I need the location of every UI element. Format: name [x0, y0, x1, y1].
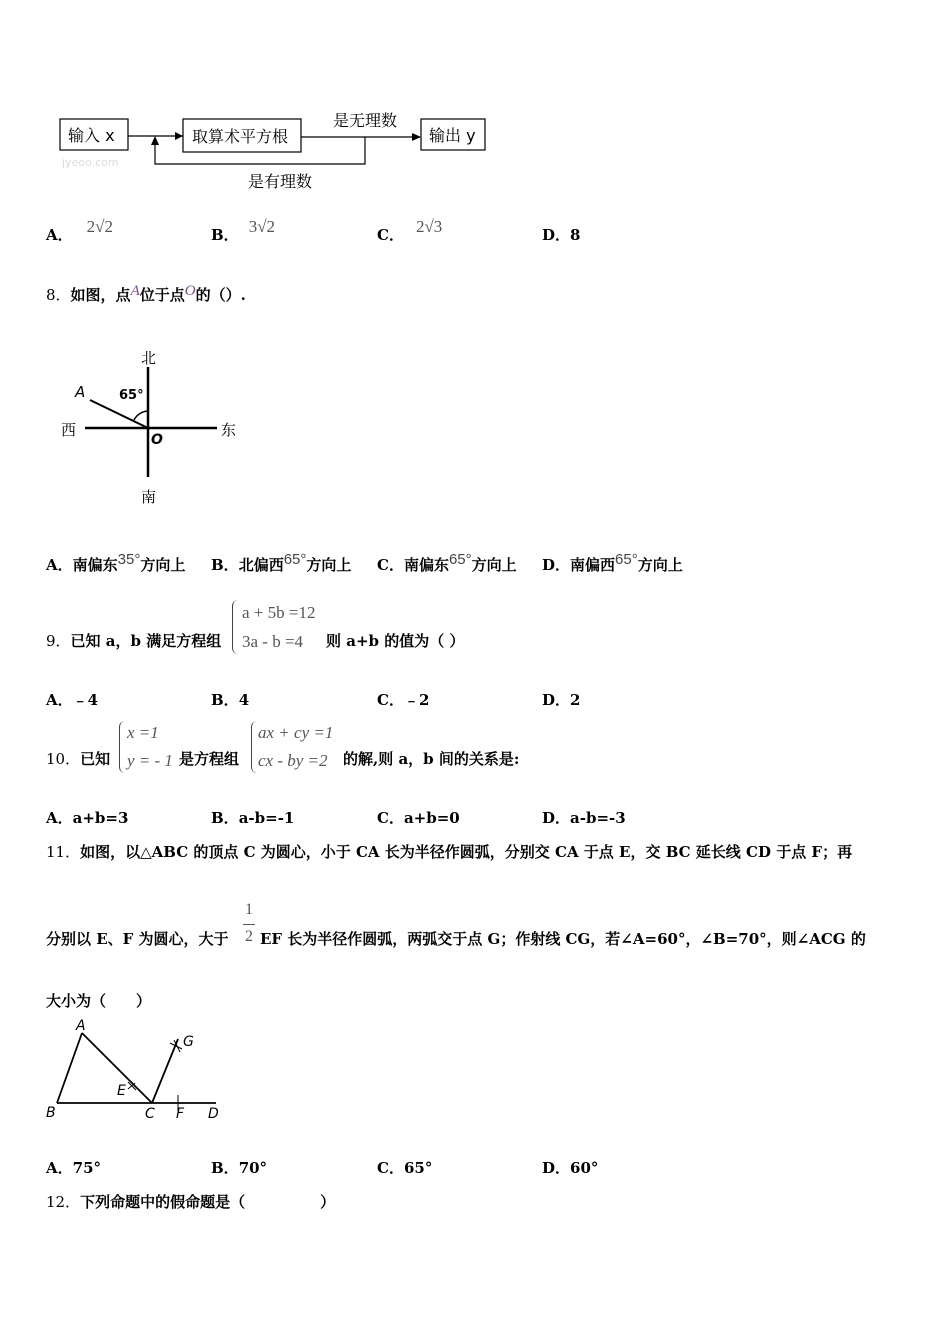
q10-eq1: ax + cy =1: [258, 723, 334, 742]
q10-stem-b: 是方程组: [179, 750, 240, 768]
q7-option-d[interactable]: D．8: [542, 226, 581, 244]
q11-option-c[interactable]: C．65°: [377, 1159, 433, 1177]
flowchart-process-label: 取算术平方根: [192, 127, 289, 146]
east-label: 东: [221, 421, 237, 439]
q10-option-b[interactable]: B．a-b=-1: [211, 809, 295, 827]
north-label: 北: [141, 349, 157, 367]
q11-fraction-bar: [243, 924, 255, 925]
q10-stem-c: 的解,则 a，b 间的关系是:: [343, 750, 520, 768]
q9-option-b[interactable]: B．4: [211, 691, 250, 709]
point-o-label: O: [151, 432, 163, 448]
q11-option-d[interactable]: D．60°: [542, 1159, 599, 1177]
q11-fraction-denominator: 2: [245, 928, 253, 945]
point-f-label: F: [176, 1106, 185, 1122]
q11-triangle-figure: [40, 1013, 240, 1128]
flowchart-rational-label: 是有理数: [248, 172, 313, 191]
south-label: 南: [141, 488, 157, 506]
point-d-label: D: [208, 1106, 219, 1122]
flowchart-irrational-label: 是无理数: [333, 111, 398, 130]
q7-option-b[interactable]: B． 3√2: [211, 217, 276, 244]
q11-option-b[interactable]: B．70°: [211, 1159, 268, 1177]
q9-option-c[interactable]: C．﹣2: [377, 691, 430, 709]
q8-stem: 8．如图，点A位于点O的（）.: [46, 283, 246, 304]
q11-line1: 11．如图，以△ABC 的顶点 C 为圆心，小于 CA 长为半径作圆弧，分别交 CA 于点 E，交 BC 延长线 CD 于点 F；再: [46, 843, 853, 861]
vertex-a-label: A: [76, 1018, 86, 1034]
west-label: 西: [61, 421, 77, 439]
vertex-b-label: B: [46, 1105, 56, 1121]
flowchart-output-label: 输出 y: [429, 126, 476, 145]
q11-option-a[interactable]: A．75°: [46, 1159, 102, 1177]
q8-option-b[interactable]: B．北偏西65°方向上: [211, 551, 352, 574]
q8-option-c[interactable]: C．南偏东65°方向上: [377, 551, 517, 574]
q10-sol1: x =1: [127, 723, 159, 742]
q11-fraction-numerator: 1: [245, 901, 253, 918]
q11-line2-post: EF 长为半径作圆弧，两弧交于点 G；作射线 CG，若∠A=60°，∠B=70°，则∠ACG 的: [260, 930, 866, 948]
q10-sol2: y = - 1: [127, 751, 173, 770]
q10-solution-brace: [119, 721, 126, 773]
flowchart-figure: [50, 100, 500, 200]
q9-system-brace: [232, 600, 239, 654]
q11-line3: 大小为（ ）: [46, 992, 152, 1010]
flowchart-input-label: 输入 x: [68, 126, 115, 145]
point-a-label: A: [75, 383, 86, 401]
q9-stem-a: 9．已知 a，b 满足方程组: [46, 632, 222, 650]
q10-eq2: cx - by =2: [258, 751, 328, 770]
q7-option-a[interactable]: A． 2√2: [46, 217, 113, 244]
q8-direction-figure: [55, 345, 245, 510]
watermark: jyeoo.com: [62, 156, 119, 169]
q9-option-a[interactable]: A．﹣4: [46, 691, 99, 709]
q8-option-a[interactable]: A．南偏东35°方向上: [46, 551, 186, 574]
q7-option-c[interactable]: C． 2√3: [377, 217, 443, 244]
q10-stem-a: 10．已知: [46, 750, 111, 768]
q10-option-c[interactable]: C．a+b=0: [377, 809, 460, 827]
point-e-label: E: [117, 1083, 126, 1099]
q11-line2-pre: 分别以 E、F 为圆心，大于: [46, 930, 229, 948]
q10-option-d[interactable]: D．a-b=-3: [542, 809, 626, 827]
vertex-c-label: C: [145, 1106, 155, 1122]
q10-system-brace: [251, 721, 258, 773]
angle-label: 65°: [119, 388, 144, 403]
q10-option-a[interactable]: A．a+b=3: [46, 809, 129, 827]
q9-stem-b: 则 a+b 的值为（ ）: [326, 632, 465, 650]
q12-stem: 12．下列命题中的假命题是（ ）: [46, 1193, 336, 1211]
q9-option-d[interactable]: D．2: [542, 691, 581, 709]
q8-option-d[interactable]: D．南偏西65°方向上: [542, 551, 683, 574]
point-g-label: G: [183, 1034, 194, 1050]
q9-eq1: a + 5b =12: [242, 603, 316, 622]
q9-eq2: 3a - b =4: [242, 632, 304, 651]
